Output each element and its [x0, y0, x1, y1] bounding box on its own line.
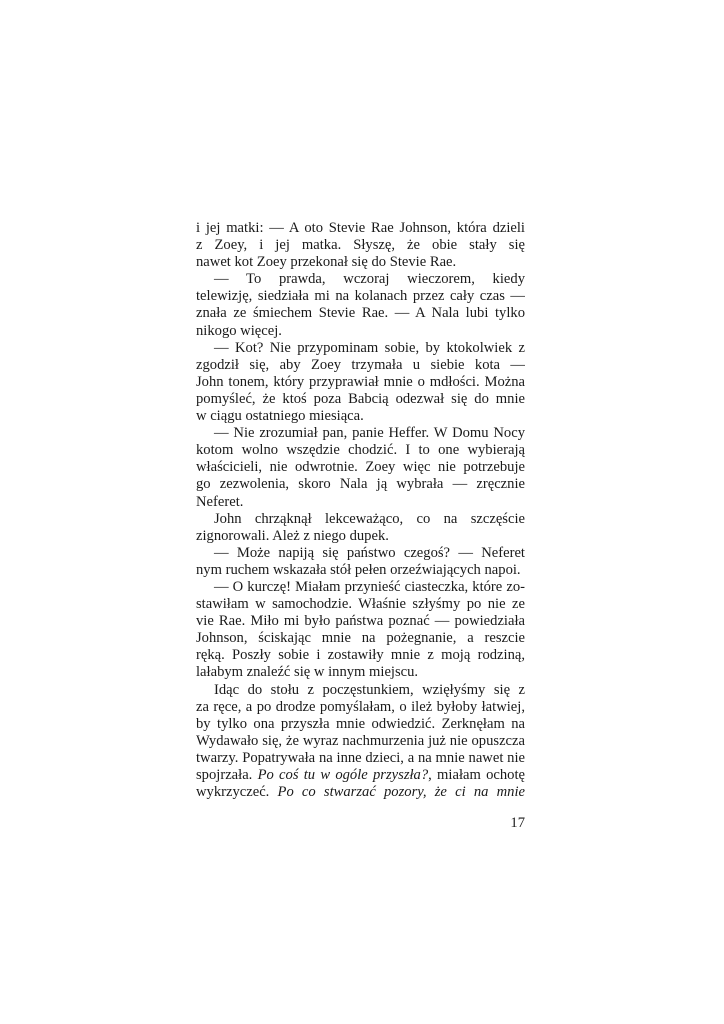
- text-line: [196, 750, 525, 767]
- text-line: [196, 425, 525, 442]
- text-segment: John tonem, który przyprawiał mnie o mdłości. Można: [196, 373, 525, 390]
- text-line: [196, 682, 525, 699]
- text-segment: Johnson, ściskając mnie na pożegnanie, a reszcie: [196, 630, 525, 647]
- text-line: [196, 494, 525, 511]
- text-segment: twarzy. Popatrywała na inne dzieci, a na mnie nawet nie: [196, 749, 525, 766]
- text-line: [196, 237, 525, 254]
- text-segment: vie Rae. Miło mi było państwa poznać — powiedziała: [196, 613, 525, 630]
- text-segment: nikogo więcej.: [196, 322, 282, 339]
- text-segment: by tylko ona przyszła mnie odwiedzić. Zerknęłam na: [196, 715, 525, 732]
- text-segment: z Zoey, i jej matka. Słyszę, że obie stały się: [196, 237, 525, 254]
- page-body-text: [196, 220, 525, 801]
- text-segment: telewizję, siedziała mi na kolanach przez cały czas —: [196, 288, 525, 305]
- text-segment: właścicieli, nie odwrotnie. Zoey więc nie potrzebuje: [196, 459, 525, 476]
- text-line: [196, 442, 525, 459]
- text-segment: pomyśleć, że ktoś poza Babcią odezwał się do mnie: [196, 390, 525, 407]
- text-line: [196, 391, 525, 408]
- text-line: [196, 305, 525, 322]
- text-segment: Wydawało się, że wyraz nachmurzenia już nie opuszcza: [196, 732, 525, 749]
- text-line: [196, 767, 525, 784]
- text-line: [196, 716, 525, 733]
- page-number: 17: [510, 815, 525, 831]
- text-segment: wykrzyczeć.: [196, 784, 278, 801]
- italic-text-segment: Po co stwarzać pozory, że ci na mnie: [277, 784, 525, 801]
- text-segment: stawiłam w samochodzie. Właśnie szłyśmy po nie ze: [196, 596, 525, 613]
- text-line: [196, 784, 525, 801]
- text-line: [196, 254, 525, 271]
- text-line: [196, 579, 525, 596]
- italic-text-segment: Po coś tu w ogóle przyszła?: [257, 767, 429, 783]
- text-line: [196, 357, 525, 374]
- text-segment: zignorowali. Ależ z niego dupek.: [196, 527, 389, 544]
- text-segment: — Nie zrozumiał pan, panie Heffer. W Domu Nocy: [214, 425, 525, 442]
- text-segment: John chrząknął lekceważąco, co na szczęście: [214, 510, 525, 527]
- text-segment: — Może napiją się państwo czegoś? — Neferet: [214, 544, 525, 561]
- text-segment: Neferet.: [196, 493, 244, 510]
- text-line: [196, 528, 525, 545]
- text-segment: znała ze śmiechem Stevie Rae. — A Nala lubi tylko: [196, 305, 525, 322]
- text-line: [196, 647, 525, 664]
- text-segment: lałabym znaleźć się w innym miejscu.: [196, 664, 419, 681]
- text-segment: za ręce, a po drodze pomyślałam, o ileż byłoby łatwiej,: [196, 698, 525, 715]
- text-line: [196, 596, 525, 613]
- text-line: [196, 545, 525, 562]
- text-line: [196, 562, 525, 579]
- text-line: [196, 733, 525, 750]
- text-segment: go zezwolenia, skoro Nala ją wybrała — zręcznie: [196, 476, 525, 493]
- text-segment: — O kurczę! Miałam przynieść ciasteczka, które zo-: [214, 578, 525, 595]
- text-line: [196, 630, 525, 647]
- text-segment: — To prawda, wczoraj wieczorem, kiedy: [214, 271, 525, 288]
- text-line: [196, 459, 525, 476]
- text-segment: zgodził się, aby Zoey trzymała u siebie kota —: [196, 356, 525, 373]
- text-line: [196, 374, 525, 391]
- text-segment: nawet kot Zoey przekonał się do Stevie Rae.: [196, 254, 457, 271]
- text-line: [196, 271, 525, 288]
- text-segment: ręką. Poszły sobie i zostawiły mnie z moją rodziną,: [196, 647, 525, 664]
- text-line: [196, 408, 525, 425]
- text-segment: w ciągu ostatniego miesiąca.: [196, 408, 364, 425]
- text-segment: nym ruchem wskazała stół pełen orzeźwiających napoi.: [196, 561, 521, 578]
- text-line: [196, 613, 525, 630]
- text-segment: i jej matki: — A oto Stevie Rae Johnson, która dzieli: [196, 220, 525, 236]
- text-segment: — Kot? Nie przypominam sobie, by ktokolwiek z: [214, 339, 525, 356]
- text-line: [196, 288, 525, 305]
- text-line: [196, 476, 525, 493]
- text-line: [196, 340, 525, 357]
- text-line: [196, 664, 525, 681]
- text-line: [196, 323, 525, 340]
- text-segment: , miałam ochotę: [428, 767, 525, 783]
- text-line: [196, 220, 525, 237]
- text-line: [196, 511, 525, 528]
- text-segment: spojrzała.: [196, 767, 258, 783]
- text-line: [196, 699, 525, 716]
- text-segment: Idąc do stołu z poczęstunkiem, wzięłyśmy się z: [214, 681, 525, 698]
- text-segment: kotom wolno wszędzie chodzić. I to one wybierają: [196, 442, 525, 459]
